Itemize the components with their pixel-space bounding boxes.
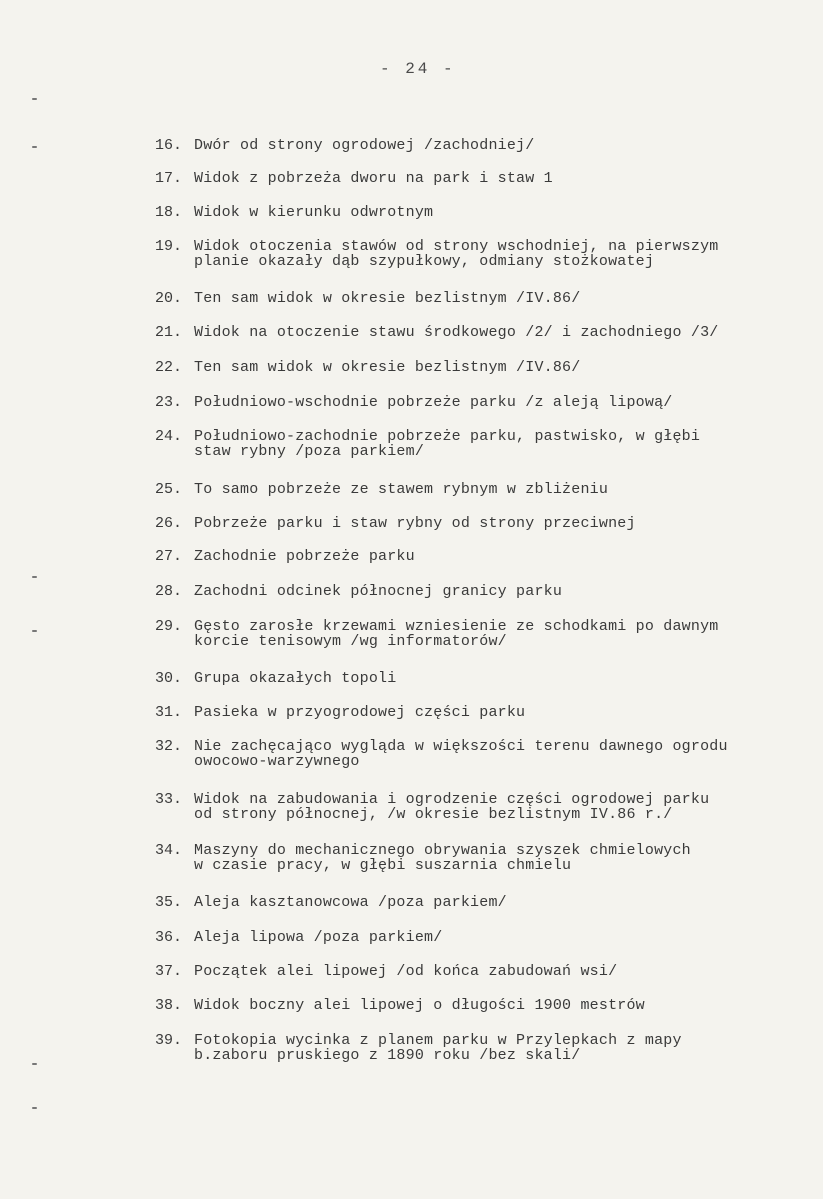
item-number: 28. [155,583,183,600]
item-text: Maszyny do mechanicznego obrywania szyszek chmielowych w czasie pracy, w głębi suszarnia chmielu [194,842,691,874]
margin-mark [32,98,37,100]
item-text: Widok w kierunku odwrotnym [194,204,434,221]
item-number: 18. [155,204,183,221]
item-number: 21. [155,324,183,341]
page-number: - 24 - [380,60,456,78]
item-number: 31. [155,704,183,721]
item-number: 16. [155,137,183,154]
item-text: Nie zachęcająco wygląda w większości terenu dawnego ogrodu owocowo-warzywnego [194,738,728,770]
item-number: 27. [155,548,183,565]
item-number: 23. [155,394,183,411]
item-number: 39. [155,1032,183,1049]
item-text: Zachodni odcinek północnej granicy parku [194,583,563,600]
item-number: 32. [155,738,183,755]
item-text: Widok boczny alei lipowej o długości 1900 mestrów [194,997,645,1014]
item-text: Początek alei lipowej /od końca zabudowań wsi/ [194,963,618,980]
item-text: Fotokopia wycinka z planem parku w Przylepkach z mapy b.zaboru pruskiego z 1890 roku /bez skali/ [194,1032,682,1064]
item-text: Południowo-wschodnie pobrzeże parku /z aleją lipową/ [194,394,673,411]
item-text: Aleja lipowa /poza parkiem/ [194,929,443,946]
item-text: Południowo-zachodnie pobrzeże parku, pastwisko, w głębi staw rybny /poza parkiem/ [194,428,701,460]
item-text: Widok na zabudowania i ogrodzenie części ogrodowej parku od strony północnej, /w okresie bezlistnym IV.86 r./ [194,791,710,823]
item-text: Pasieka w przyogrodowej części parku [194,704,526,721]
item-number: 29. [155,618,183,635]
item-text: Aleja kasztanowcowa /poza parkiem/ [194,894,507,911]
item-number: 33. [155,791,183,808]
item-number: 36. [155,929,183,946]
item-number: 22. [155,359,183,376]
margin-mark [32,1063,37,1065]
item-number: 19. [155,238,183,255]
item-text: Ten sam widok w okresie bezlistnym /IV.86/ [194,359,581,376]
margin-mark [32,576,37,578]
item-number: 26. [155,515,183,532]
margin-mark [32,1107,37,1109]
margin-mark [32,146,37,148]
item-text: Widok z pobrzeża dworu na park i staw 1 [194,170,553,187]
item-text: Dwór od strony ogrodowej /zachodniej/ [194,137,535,154]
item-text: Widok na otoczenie stawu środkowego /2/ i zachodniego /3/ [194,324,719,341]
item-text: Grupa okazałych topoli [194,670,397,687]
item-text: Pobrzeże parku i staw rybny od strony przeciwnej [194,515,636,532]
item-text: Ten sam widok w okresie bezlistnym /IV.86/ [194,290,581,307]
item-number: 35. [155,894,183,911]
item-number: 25. [155,481,183,498]
item-number: 34. [155,842,183,859]
item-text: To samo pobrzeże ze stawem rybnym w zbliżeniu [194,481,609,498]
item-number: 30. [155,670,183,687]
item-number: 37. [155,963,183,980]
item-text: Zachodnie pobrzeże parku [194,548,415,565]
margin-mark [32,630,37,632]
item-number: 20. [155,290,183,307]
item-number: 17. [155,170,183,187]
item-text: Widok otoczenia stawów od strony wschodniej, na pierwszym planie okazały dąb szypułkowy, odmiany stożkowatej [194,238,719,270]
item-number: 38. [155,997,183,1014]
item-text: Gęsto zarosłe krzewami wzniesienie ze schodkami po dawnym korcie tenisowym /wg informatorów/ [194,618,719,650]
item-number: 24. [155,428,183,445]
